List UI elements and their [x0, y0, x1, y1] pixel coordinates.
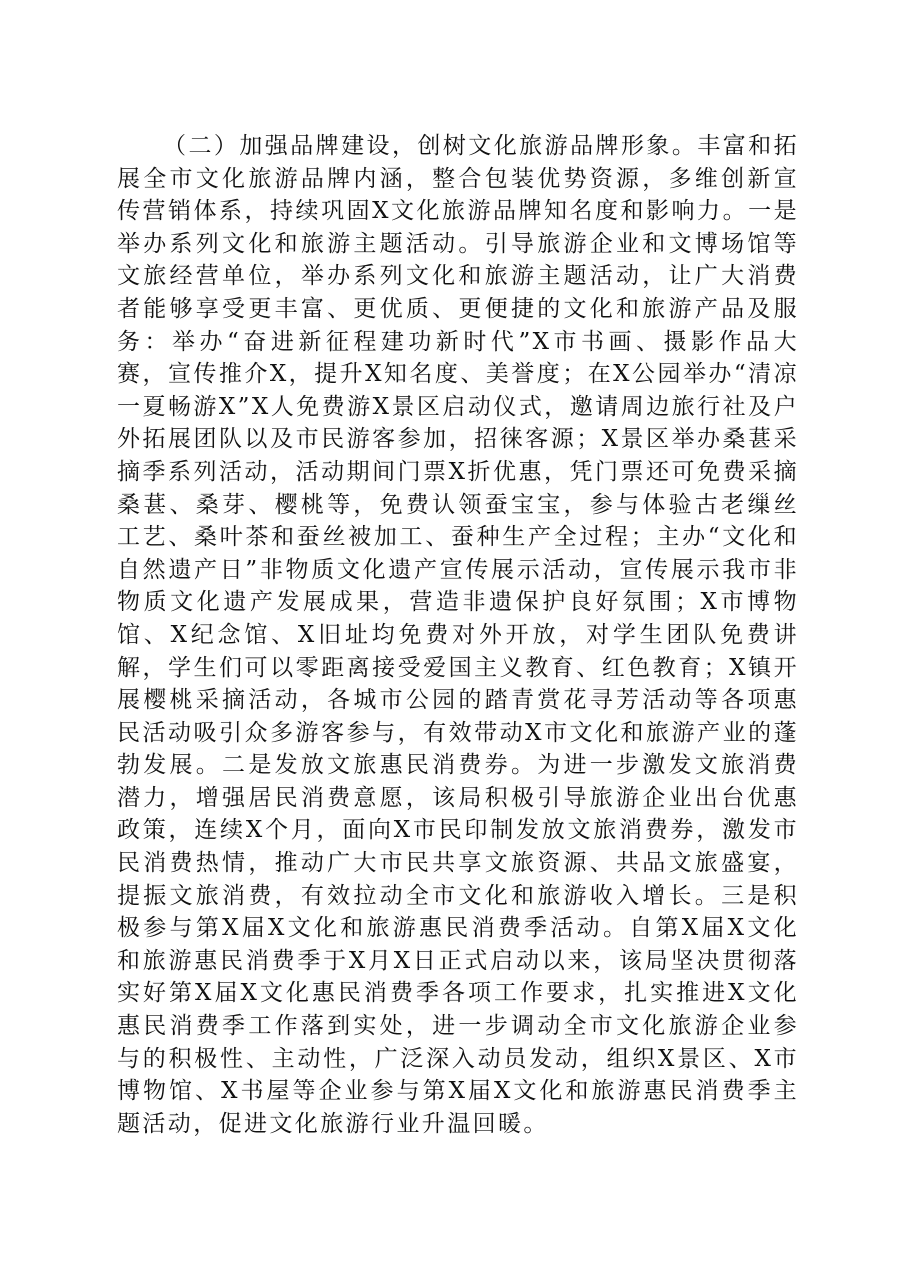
body-paragraph: （二）加强品牌建设，创树文化旅游品牌形象。丰富和拓展全市文化旅游品牌内涵，整合包装优势资源，多维创新宣传营销体系，持续巩固X文化旅游品牌知名度和影响力。一是举办系列文化和旅游主题活动。引导旅游企业和文博场馆等文旅经营单位，举办系列文化和旅游主题活动，让广大消费者能够享受更丰富、更优质、更便捷的文化和旅游产品及服务：举办“奋进新征程建功新时代”X市书画、摄影作品大赛，宣传推介X，提升X知名度、美誉度；在X公园举办“清凉一夏畅游X”X人免费游X景区启动仪式，邀请周边旅行社及户外拓展团队以及市民游客参加，招徕客源；X景区举办桑葚采摘季系列活动，活动期间门票X折优惠，凭门票还可免费采摘桑葚、桑芽、樱桃等，免费认领蚕宝宝，参与体验古老缫丝工艺、桑叶茶和蚕丝被加工、蚕种生产全过程；主办“文化和自然遗产日”非物质文化遗产宣传展示活动，宣传展示我市非物质文化遗产发展成果，营造非遗保护良好氛围；X市博物馆、X纪念馆、X旧址均免费对外开放，对学生团队免费讲解，学生们可以零距离接受爱国主义教育、红色教育；X镇开展樱桃采摘活动，各城市公园的踏青赏花寻芳活动等各项惠民活动吸引众多游客参与，有效带动X市文化和旅游产业的蓬勃发展。二是发放文旅惠民消费券。为进一步激发文旅消费潜力，增强居民消费意愿，该局积极引导旅游企业出台优惠政策，连续X个月，面向X市民印制发放文旅消费券，激发市民消费热情，推动广大市民共享文旅资源、共品文旅盛宴，提振文旅消费，有效拉动全市文化和旅游收入增长。三是积极参与第X届X文化和旅游惠民消费季活动。自第X届X文化和旅游惠民消费季于X月X日正式启动以来，该局坚决贯彻落实好第X届X文化惠民消费季各项工作要求，扎实推进X文化惠民消费季工作落到实处，进一步调动全市文化旅游企业参与的积极性、主动性，广泛深入动员发动，组织X景区、X市博物馆、X书屋等企业参与第X届X文化和旅游惠民消费季主题活动，促进文化旅游行业升温回暖。	[117, 133, 799, 1137]
